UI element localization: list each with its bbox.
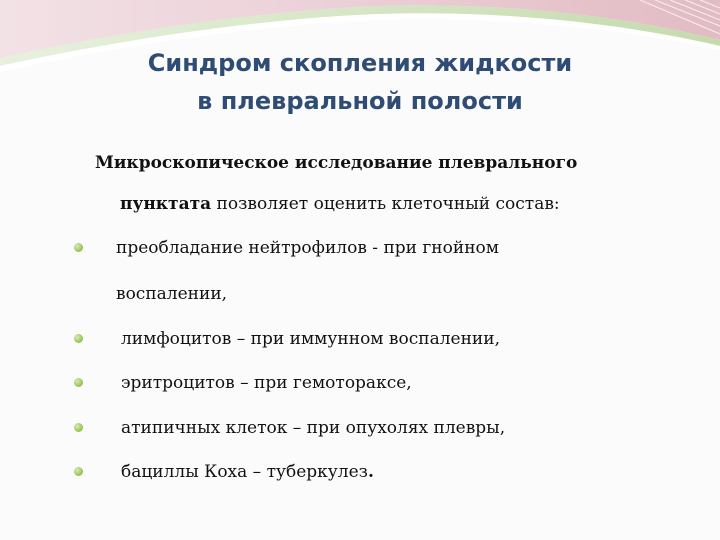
intro-bold-1: Микроскопическое исследование плеврального [95,153,578,173]
bullet-dot-1 [74,243,83,252]
bullet-4-text: атипичных клеток – при опухолях плевры, [121,418,506,438]
bullet-dot-5 [74,467,83,476]
intro-bold-2: пунктата [120,194,212,214]
bullet-1-line-2: воспалении, [116,284,228,304]
bullet-2-text: лимфоцитов – при иммунном воспалении, [121,329,500,349]
slide-title [40,44,680,120]
bullet-3-text: эритроцитов – при гемотораксе, [121,373,412,393]
intro-line-1 [95,152,577,174]
title-line-1: Синдром скопления жидкости [147,49,573,77]
bullet-dot-3 [74,378,83,387]
intro-line-2 [120,193,560,215]
bullet-dot-4 [74,423,83,432]
bullet-dot-2 [74,334,83,343]
intro-rest: позволяет оценить клеточный состав: [211,194,560,214]
title-line-2: в плевральной полости [197,87,523,115]
bullet-1-line-1: преобладание нейтрофилов - при гнойном [116,238,499,258]
bullet-5-text: бациллы Коха – туберкулез [121,462,368,482]
bullet-5-period: . [367,462,374,482]
bullet-5 [121,461,374,483]
